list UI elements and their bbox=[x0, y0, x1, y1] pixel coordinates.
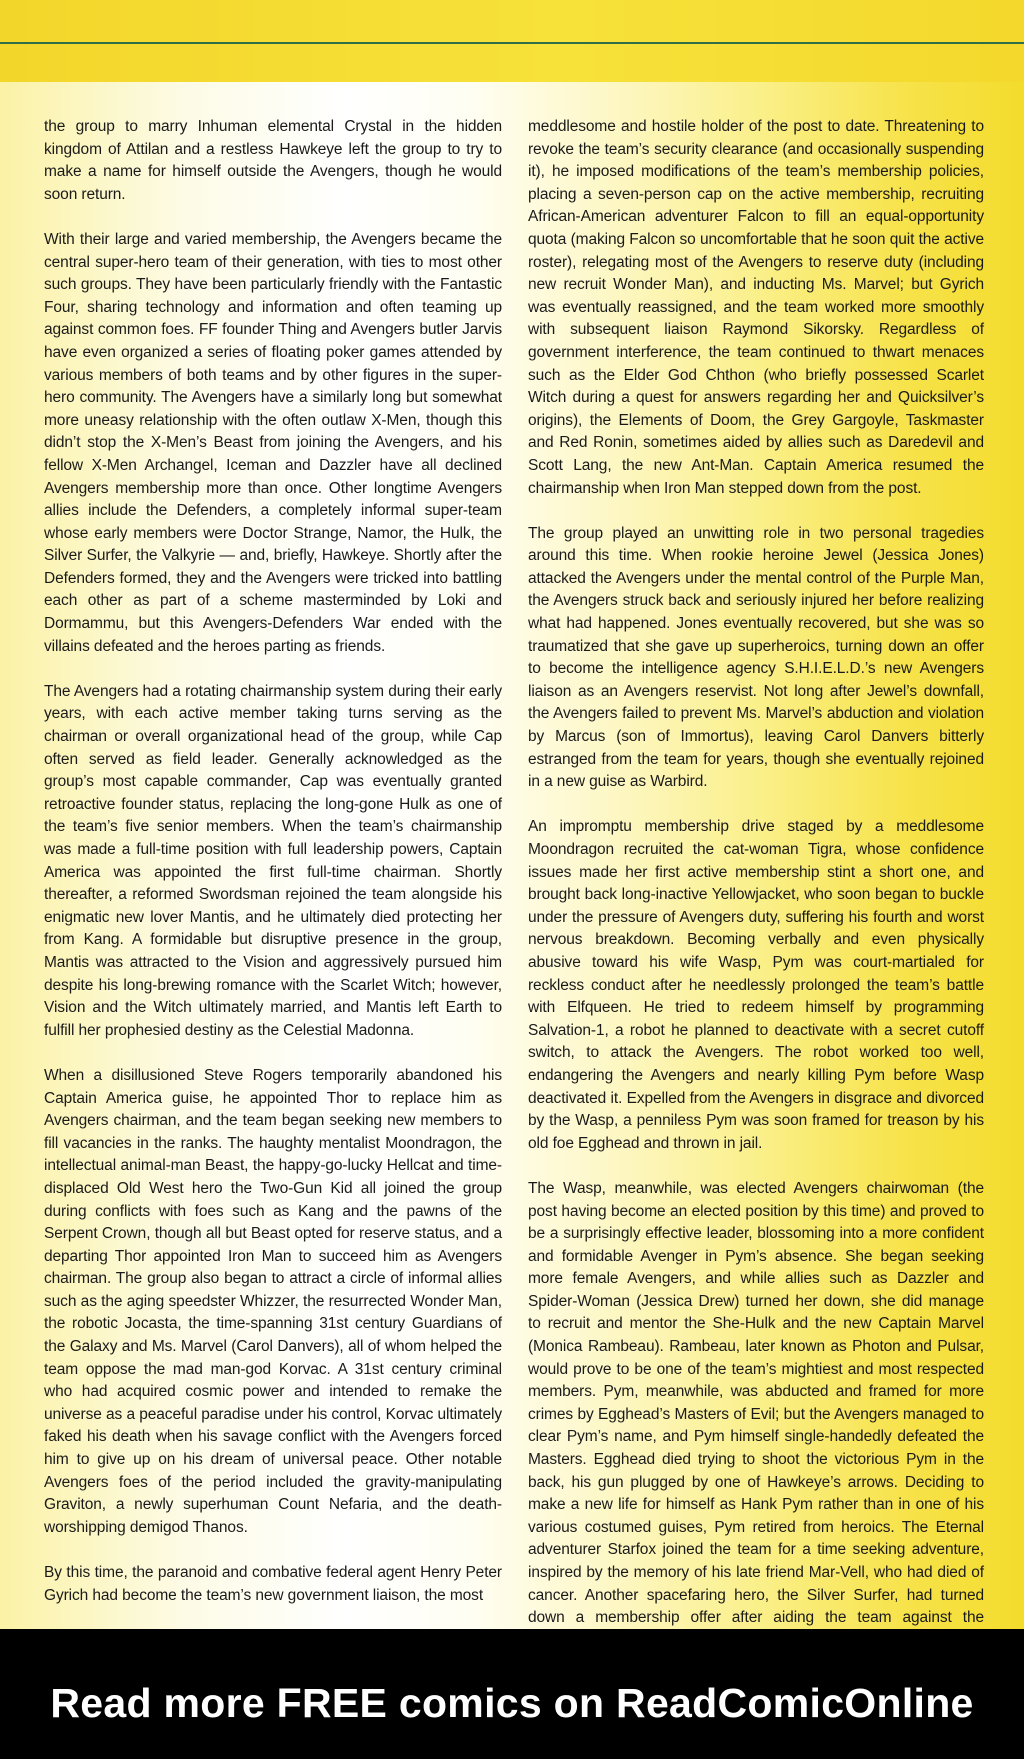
paragraph: When a disillusioned Steve Rogers temporarily abandoned his Captain America guise, he appointed Thor to replace him as Avengers chairman, and the team began seeking new members to fill vacancies in the ranks. The haughty mentalist Moondragon, the intellectual animal-man Beast, the happy-go-lucky Hellcat and time-displaced Old West hero the Two-Gun Kid all joined the group during conflicts with foes such as Kang and the pawns of the Serpent Crown, though all but Beast opted for reserve status, and a departing Thor appointed Iron Man to succeed him as Avengers chairman. The group also began to attract a circle of informal allies such as the aging speedster Whizzer, the resurrected Wonder Man, the robotic Jocasta, the time-spanning 31st century Guardians of the Galaxy and Ms. Marvel (Carol Danvers), all of whom helped the team oppose the mad man-god Korvac. A 31st century criminal who had acquired cosmic power and intended to remake the universe as a peaceful paradise under his control, Korvac ultimately faked his death when his savage conflict with the Avengers forced him to give up on his dream of universal peace. Other notable Avengers foes of the period included the gravity-manipulating Graviton, a newly superhuman Count Nefaria, and the death-worshipping demigod Thanos. bbox=[44, 1066, 502, 1536]
header-band bbox=[0, 0, 1024, 82]
paragraph: The Avengers had a rotating chairmanship system during their early years, with each active member taking turns serving as the chairman or overall organizational head of the group, while Cap often served as field leader. Generally acknowledged as the group’s most capable commander, Cap was eventually granted retroactive founder status, replacing the long-gone Hulk as one of the team’s five senior members. When the team’s chairmanship was made a full-time position with full leadership powers, Captain America was appointed the first full-time chairman. Shortly thereafter, a reformed Swordsman rejoined the team alongside his enigmatic new lover Mantis, and he ultimately died protecting her from Kang. A formidable but disruptive presence in the group, Mantis was attracted to the Vision and aggressively pursued him despite his long-brewing romance with the Scarlet Witch; however, Vision and the Witch ultimately married, and Mantis left Earth to fulfill her prophesied destiny as the Celestial Madonna. bbox=[44, 682, 502, 1039]
paragraph: meddlesome and hostile holder of the post to date. Threatening to revoke the team’s security clearance (and occasionally suspending it), he imposed modifications of the team’s membership policies, placing a seven-person cap on the active membership, recruiting African-American adventurer Falcon to fill an equal-opportunity quota (making Falcon so uncomfortable that he soon quit the active roster), relegating most of the Avengers to reserve duty (including new recruit Wonder Man), and inducting Ms. Marvel; but Gyrich was eventually reassigned, and the team worked more smoothly with subsequent liaison Raymond Sikorsky. Regardless of government interference, the team continued to thwart menaces such as the Elder God Chthon (who briefly possessed Scarlet Witch during a quest for answers regarding her and Quicksilver’s origins), the Elements of Doom, the Grey Gargoyle, Taskmaster and Red Ronin, sometimes aided by allies such as Daredevil and Scott Lang, the new Ant-Man. Captain America resumed the chairmanship when Iron Man stepped down from the post. bbox=[528, 118, 984, 497]
right-column bbox=[528, 116, 984, 1675]
header-divider bbox=[0, 42, 1024, 44]
footer-banner-text: Read more FREE comics on ReadComicOnline bbox=[50, 1680, 974, 1726]
paragraph: The Wasp, meanwhile, was elected Avengers chairwoman (the post having become an elected position by this time) and proved to be a surprisingly effective leader, blossoming into a more confident and formidable Avenger in Pym’s absence. She began seeking more female Avengers, and while allies such as Dazzler and Spider-Woman (Jessica Drew) turned her down, she did manage to recruit and mentor the She-Hulk and the new Captain Marvel (Monica Rambeau). Rambeau, later known as Photon and Pulsar, would prove to be one of the team’s mightiest and most respected members. Pym, meanwhile, was abducted and framed for more crimes by Egghead’s Masters of Evil; but the Avengers managed to clear Pym’s name, and Pym himself single-handedly defeated the Masters. Egghead died trying to shoot the victorious Pym in the back, his gun plugged by one of Hawkeye’s arrows. Deciding to make a new life for himself as Hank Pym rather than in one of his various costumed guises, Pym retired from heroics. The Eternal adventurer Starfox joined the team for a time seeking adventure, inspired by the memory of his late friend Mar-Vell, who had died of cancer. Another spacefaring hero, the Silver Surfer, had turned down a membership offer after aiding the team against the bbox=[528, 1179, 984, 1627]
left-column bbox=[44, 116, 502, 1630]
paragraph: By this time, the paranoid and combative federal agent Henry Peter Gyrich had become the team’s new government liaison, the most bbox=[44, 1564, 502, 1604]
paragraph: the group to marry Inhuman elemental Crystal in the hidden kingdom of Attilan and a restless Hawkeye left the group to try to make a name for himself outside the Avengers, though he would soon return. bbox=[44, 118, 502, 203]
paragraph: With their large and varied membership, the Avengers became the central super-hero team of their generation, with ties to most other such groups. They have been particularly friendly with the Fantastic Four, sharing technology and information and often teaming up against common foes. FF founder Thing and Avengers butler Jarvis have even organized a series of floating poker games attended by various members of both teams and by other figures in the super-hero community. The Avengers have a similarly long but somewhat more uneasy relationship with the often outlaw X-Men, though this didn’t stop the X-Men’s Beast from joining the Avengers, and his fellow X-Men Archangel, Iceman and Dazzler have all declined Avengers membership more than once. Other longtime Avengers allies include the Defenders, a completely informal super-team whose early members were Doctor Strange, Namor, the Hulk, the Silver Surfer, the Valkyrie — and, briefly, Hawkeye. Shortly after the Defenders formed, they and the Avengers were tricked into battling each other as part of a scheme masterminded by Loki and Dormammu, but this Avengers-Defenders War ended with the villains defeated and the heroes parting as friends. bbox=[44, 230, 502, 655]
paragraph: An impromptu membership drive staged by a meddlesome Moondragon recruited the cat-woman Tigra, whose confidence issues made her first active membership stint a short one, and brought back long-inactive Yellowjacket, who soon began to buckle under the pressure of Avengers duty, suffering his fourth and worst nervous breakdown. Becoming verbally and even physically abusive toward his wife Wasp, Pym was court-martialed for reckless conduct after he needlessly prolonged the team’s battle with Elfqueen. He tried to redeem himself by programming Salvation-1, a robot he planned to deactivate with a secret cutoff switch, to attack the Avengers. The robot worked too well, endangering the Avengers and nearly killing Pym before Wasp deactivated it. Expelled from the Avengers in disgrace and divorced by the Wasp, a penniless Pym was soon framed for treason by his old foe Egghead and thrown in jail. bbox=[528, 818, 984, 1152]
paragraph: The group played an unwitting role in two personal tragedies around this time. When rookie heroine Jewel (Jessica Jones) attacked the Avengers under the mental control of the Purple Man, the Avengers struck back and seriously injured her before realizing what had happened. Jones eventually recovered, but she was so traumatized that she gave up superheroics, turning down an offer to become the intelligence agency S.H.I.E.L.D.’s new Avengers liaison as an Avengers reservist. Not long after Jewel’s downfall, the Avengers failed to prevent Ms. Marvel’s abduction and violation by Marcus (son of Immortus), leaving Carol Danvers bitterly estranged from the team for years, though she eventually rejoined in a new guise as Warbird. bbox=[528, 524, 984, 791]
article-page bbox=[0, 82, 1024, 1629]
